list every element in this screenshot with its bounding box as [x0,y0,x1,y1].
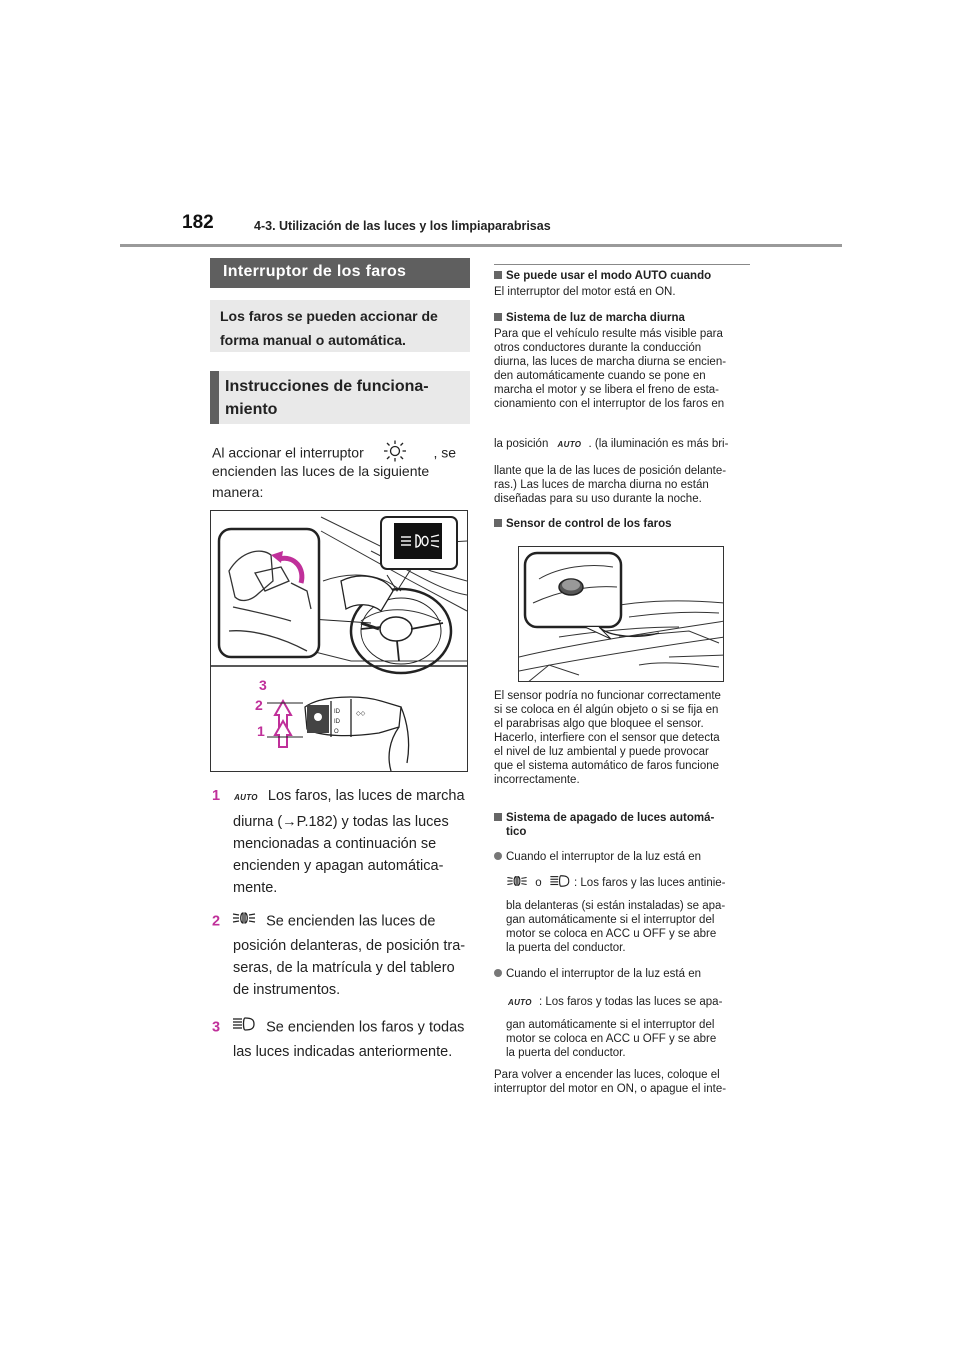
round-bullet-icon [494,969,502,977]
headlight-switch-figure [210,510,468,772]
item-1-line-1: Los faros, las luces de marcha [267,788,465,804]
svg-text:ID: ID [334,709,340,715]
item-1-line-3: mencionadas a continuación se [233,836,437,852]
bullet-2-line-3: motor se coloca en ACC u OFF y se abre [506,1033,717,1045]
intro-box [210,300,470,352]
light-sensor-figure [518,546,724,682]
sensor-line-6: que el sistema automático de faros funcione [494,760,720,772]
sensor-line-3: el parabrisas algo que bloquee el sensor. [494,718,704,730]
lead-text-b: , se [433,444,457,461]
item-2-line-2: posición delanteras, de posición tra- [233,938,466,954]
auto-text: El interruptor del motor está en ON. [494,286,676,298]
drl-heading: Sistema de luz de marcha diurna [494,311,750,325]
lead-text-a: Al accionar el interruptor [212,444,364,461]
item-3-line-1: Se encienden los faros y todas [266,1019,465,1036]
lead-line-3: manera: [212,484,264,500]
drl-line-6: cionamiento con el interruptor de los faros en [494,398,725,410]
headlight-icon [232,1016,256,1039]
final-line-2: interruptor del motor en ON, o apague el inte- [494,1083,727,1095]
bullet-1-or: o [535,877,542,890]
item-2-line-4: de instrumentos. [233,982,341,998]
sensor-line-2: si se coloca en él algún objeto o si se fija en [494,704,719,716]
item-3 [212,1016,464,1039]
auto-icon: AUTO [508,998,532,1007]
drl-line-5: marcha el motor y se libera el freno de esta- [494,384,719,396]
section-title: Interruptor de los faros [223,263,407,280]
position-lights-icon [506,874,528,892]
drl-line-4: den automáticamente cuando se pone en [494,370,706,382]
square-bullet-icon [494,313,502,321]
svg-text:◇◇: ◇◇ [356,711,366,717]
item-2-line-1: Se encienden las luces de [266,913,436,930]
bullet-1-line-2: bla delanteras (si están instaladas) se apa- [506,900,726,912]
square-bullet-icon [494,271,502,279]
final-line-1: Para volver a encender las luces, coloque el [494,1069,720,1081]
drl-line-3: diurna, las luces de marcha diurna se encien- [494,356,727,368]
bullet-2-line-4: la puerta del conductor. [506,1047,626,1059]
bullet-2-line: Cuando el interruptor de la luz está en [494,967,750,981]
sensor-line-4: Hacerlo, interfiere con el sensor que detecta [494,732,720,744]
item-3-num: 3 [212,1019,221,1036]
intro-text: Los faros se pueden accionar de forma manual o automática. [220,308,438,348]
section-title-bar [210,258,470,288]
drl-line-9: diseñadas para su uso durante la noche. [494,493,702,505]
position-lights-icon [232,910,256,933]
item-1-line-4: encienden y apagan automática- [233,858,444,874]
header-divider [120,244,842,247]
figure-label-3: 3 [259,677,267,693]
bullet-1-icons-line [506,874,762,892]
auto-icon: AUTO [234,793,258,802]
drl-line-7: llante que la de las luces de posición delante- [494,465,727,477]
bullet-1-line-5: la puerta del conductor. [506,942,626,954]
item-3-line-2: las luces indicadas anteriormente. [233,1044,453,1060]
figure-label-2: 2 [255,697,263,713]
item-2-num: 2 [212,913,221,930]
square-bullet-icon [494,813,502,821]
bullet-1-line: Cuando el interruptor de la luz está en [494,850,750,864]
item-1-line-2: diurna (→P.182) y todas las luces [233,814,449,830]
drl-line-2: otros conductores durante la conducción [494,342,702,354]
bullet-2-line-2: gan automáticamente si el interruptor del [506,1019,715,1031]
item-1-line-5: mente. [233,880,278,896]
item-2 [212,910,435,933]
sensor-line-7: incorrectamente. [494,774,580,786]
auto-heading: Se puede usar el modo AUTO cuando [494,269,750,283]
round-bullet-icon [494,852,502,860]
drl-position-line: la posición AUTO . (la iluminación es más bri- [494,438,729,450]
right-top-rule [494,264,750,265]
bullet-1-line-3: gan automáticamente si el interruptor del [506,914,715,926]
page-number: 182 [182,212,214,233]
instructions-box [210,371,470,424]
svg-text:ID: ID [334,719,340,725]
bullet-1-line-4: motor se coloca en ACC u OFF y se abre [506,928,717,940]
auto-off-heading-2: tico [506,826,527,838]
headlight-icon [549,874,571,892]
bullet-2-icon-line: AUTO : Los faros y todas las luces se apa- [508,996,723,1008]
svg-text:O: O [334,729,339,735]
auto-icon: AUTO [557,440,582,449]
sensor-line-5: el nivel de luz ambiental y puede provocar [494,746,709,758]
square-bullet-icon [494,519,502,527]
item-1 [212,786,465,808]
instructions-title: Instrucciones de funciona-miento [225,378,429,418]
sensor-line-1: El sensor podría no funcionar correctamente [494,690,721,702]
item-2-line-3: seras, de la matrícula y del tablero [233,960,455,976]
figure-label-1: 1 [257,723,265,739]
item-1-num: 1 [212,788,221,804]
bullet-1-after: : Los faros y las luces antinie- [574,877,726,890]
header-section-title: 4-3. Utilización de las luces y los limpiaparabrisas [254,219,551,233]
drl-line-1: Para que el vehículo resulte más visible para [494,328,723,340]
drl-line-8: ras.) Las luces de marcha diurna no están [494,479,709,491]
auto-off-heading-1: Sistema de apagado de luces automá- [494,811,750,825]
sensor-heading: Sensor de control de los faros [494,517,750,531]
lead-line-2: encienden las luces de la siguiente [212,463,430,479]
instructions-accent-bar [210,371,219,424]
